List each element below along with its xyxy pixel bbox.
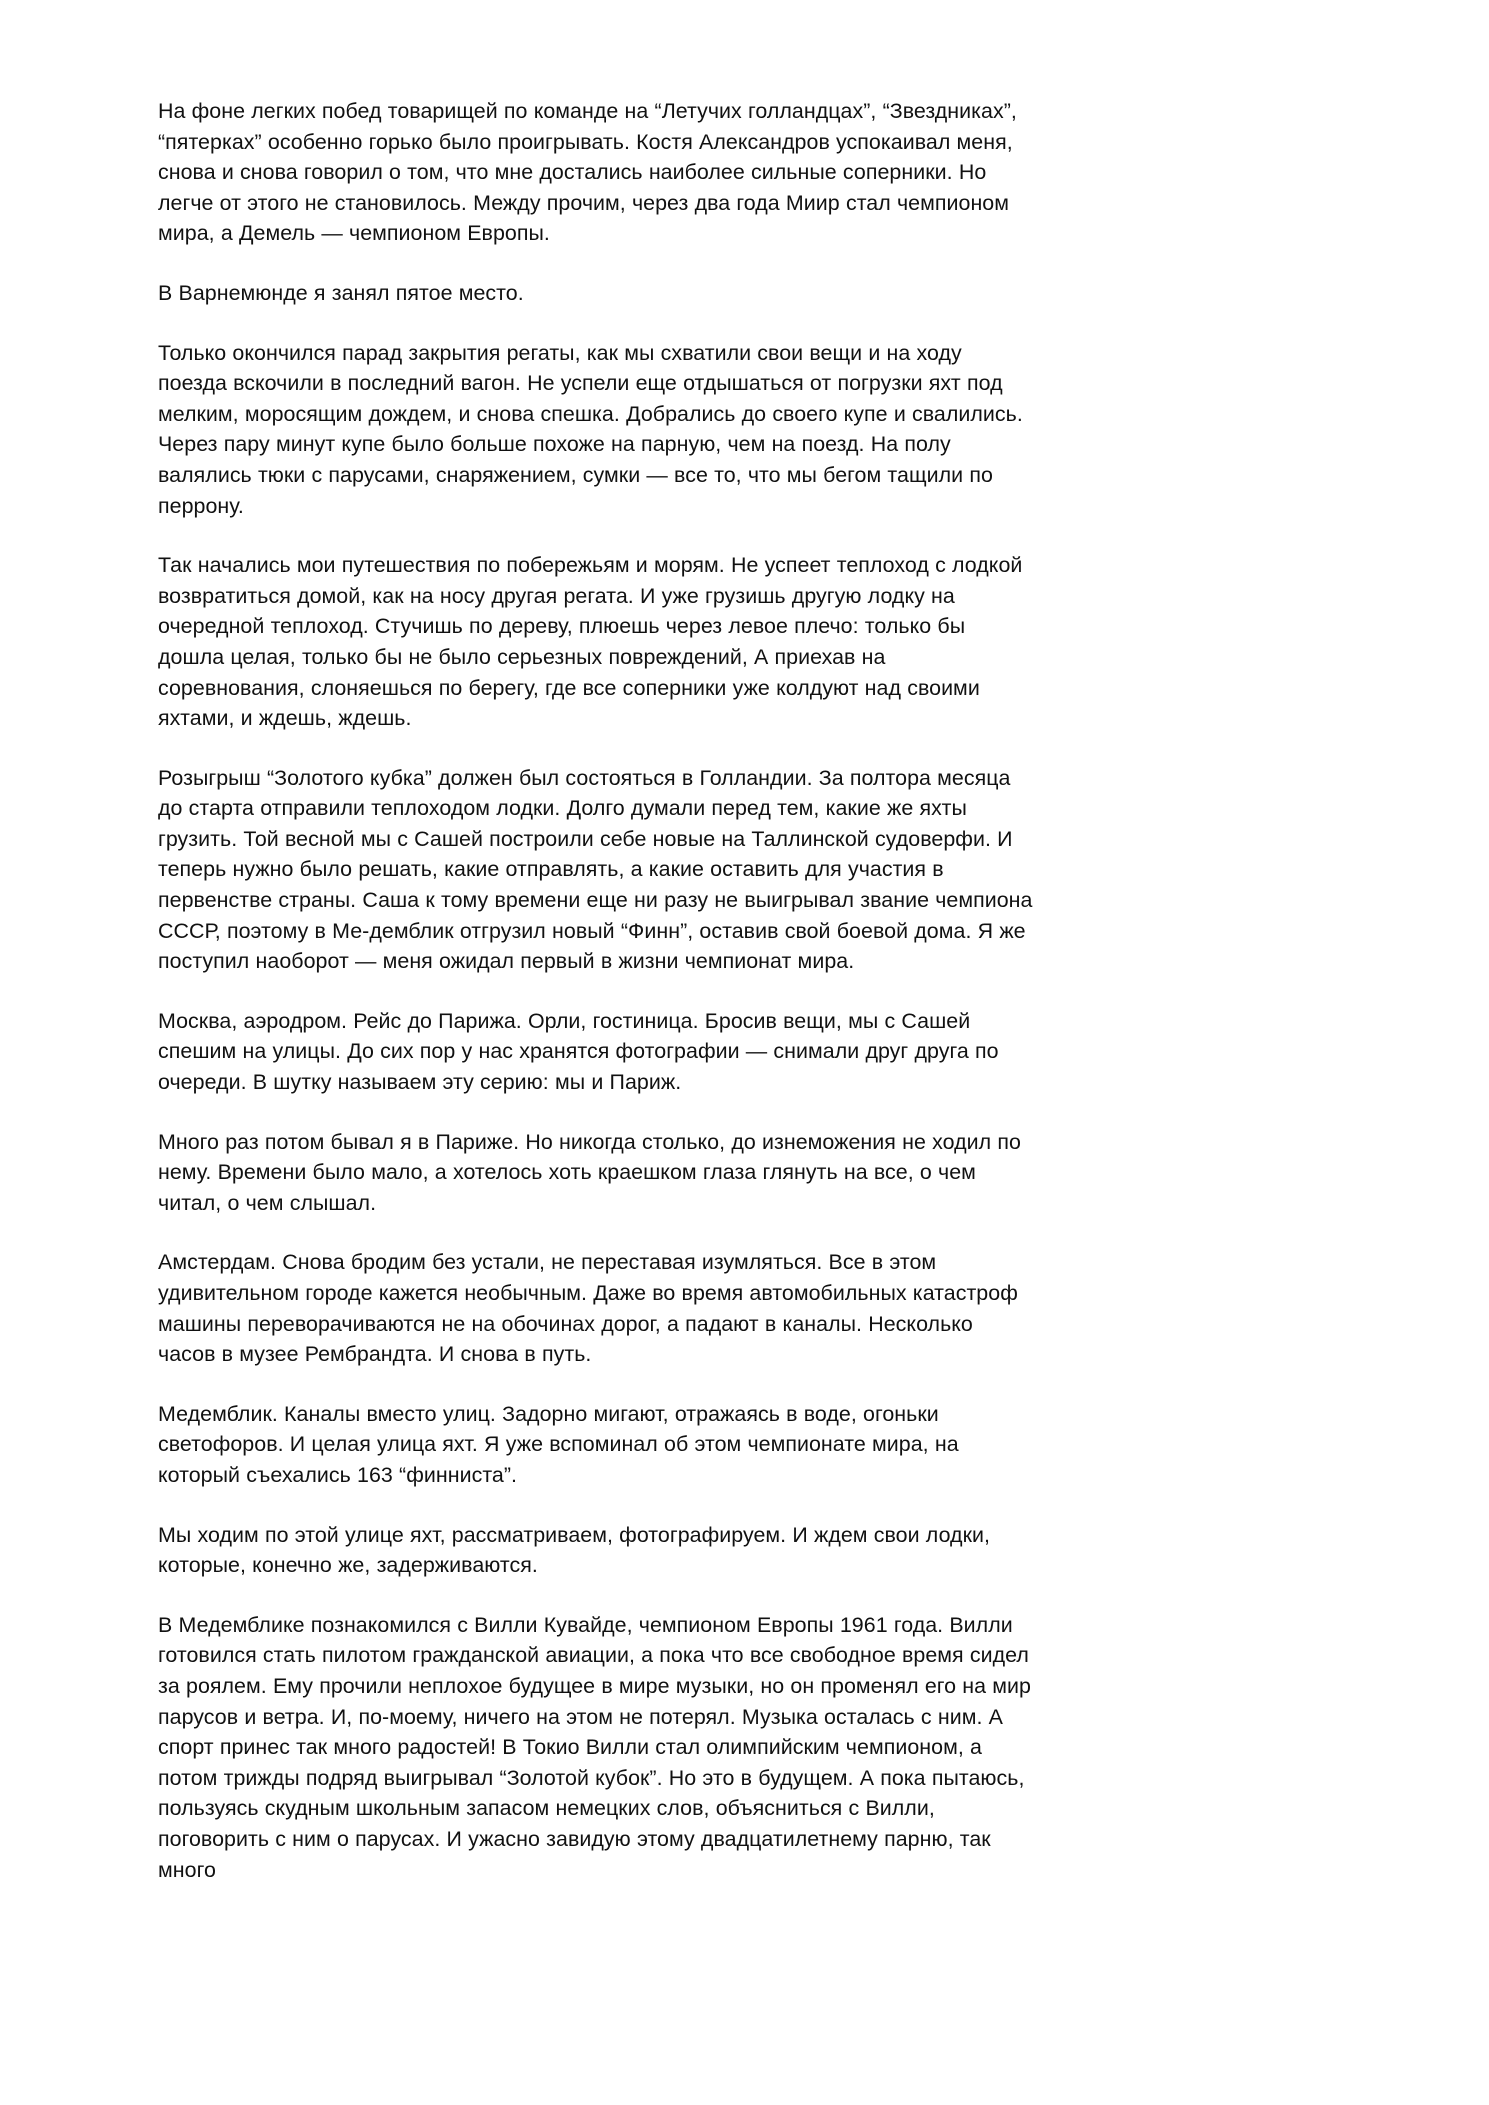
paragraph: Медемблик. Каналы вместо улиц. Задорно мигают, отражаясь в воде, огоньки светофоров. И целая улица яхт. Я уже вспоминал об этом чемпионате мира, на который съехались 163 “финниста”. xyxy=(158,1401,959,1487)
paragraph: Розыгрыш “Золотого кубка” должен был состояться в Голландии. За полтора месяца до старта отправили теплоходом лодки. Долго думали перед тем, какие же яхты грузить. Той весной мы с Сашей построили себе новые на Таллинской судоверфи. И теперь нужно было решать, какие отправлять, а какие оставить для участия в первенстве страны. Саша к тому времени еще ни разу не выигрывал звание чемпиона СССР, поэтому в Ме-демблик отгрузил новый “Финн”, оставив свой боевой дома. Я же поступил наоборот — меня ожидал первый в жизни чемпионат мира. xyxy=(158,765,1033,974)
paragraph: Москва, аэродром. Рейс до Парижа. Орли, гостиница. Бросив вещи, мы с Сашей спешим на улицы. До сих пор у нас хранятся фотографии — снимали друг друга по очереди. В шутку называем эту серию: мы и Париж. xyxy=(158,1008,999,1095)
body-text-column xyxy=(158,96,1034,1885)
paragraph: Только окончился парад закрытия регаты, как мы схватили свои вещи и на ходу поезда вскочили в последний вагон. Не успели еще отдышаться от погрузки яхт под мелким, моросящим дождем, и снова спешка. Добрались до своего купе и свалились. Через пару минут купе было больше похоже на парную, чем на поезд. На полу валялись тюки с парусами, снаряжением, сумки — все то, что мы бегом тащили по перрону. xyxy=(158,340,1023,518)
paragraph: Мы ходим по этой улице яхт, рассматриваем, фотографируем. И ждем свои лодки, которые, конечно же, задерживаются. xyxy=(158,1522,990,1578)
paragraph: Много раз потом бывал я в Париже. Но никогда столько, до изнеможения не ходил по нему. Времени было мало, а хотелось хоть краешком глаза глянуть на все, о чем читал, о чем слышал. xyxy=(158,1129,1021,1215)
paragraph: Так начались мои путешествия по побережьям и морям. Не успеет теплоход с лодкой возвратиться домой, как на носу другая регата. И уже грузишь другую лодку на очередной теплоход. Стучишь по дереву, плюешь через левое плечо: только бы дошла целая, только бы не было серьезных повреждений, А приехав на соревнования, слоняешься по берегу, где все соперники уже колдуют над своими яхтами, и ждешь, ждешь. xyxy=(158,553,1023,731)
paragraph: На фоне легких побед товарищей по команде на “Летучих голландцах”, “Звездниках”, “пятерках” особенно горько было проигрывать. Костя Александров успокаивал меня, снова и снова говорил о том, что мне достались наиболее сильные соперники. Но легче от этого не становилось. Между прочим, через два года Миир стал чемпионом мира, а Демель — чемпионом Европы. xyxy=(158,99,1017,246)
paragraph: В Медемблике познакомился с Вилли Кувайде, чемпионом Европы 1961 года. Вилли готовился стать пилотом гражданской авиации, а пока что все свободное время сидел за роялем. Ему прочили неплохое будущее в мире музыки, но он променял его на мир парусов и ветра. И, по-моему, ничего на этом не потерял. Музыка осталась с ним. А спорт принес так много радостей! В Токио Вилли стал олимпийским чемпионом, а потом трижды подряд выигрывал “Золотой кубок”. Но это в будущем. А пока пытаюсь, пользуясь скудным школьным запасом немецких слов, объясниться с Вилли, поговорить с ним о парусах. И ужасно завидую этому двадцатилетнему парню, так много xyxy=(158,1612,1032,1882)
paragraph: Амстердам. Снова бродим без устали, не переставая изумляться. Все в этом удивительном городе кажется необычным. Даже во время автомобильных катастроф машины переворачиваются не на обочинах дорог, а падают в каналы. Несколько часов в музее Рембрандта. И снова в путь. xyxy=(158,1250,1018,1367)
paragraph: В Варнемюнде я занял пятое место. xyxy=(158,280,524,305)
